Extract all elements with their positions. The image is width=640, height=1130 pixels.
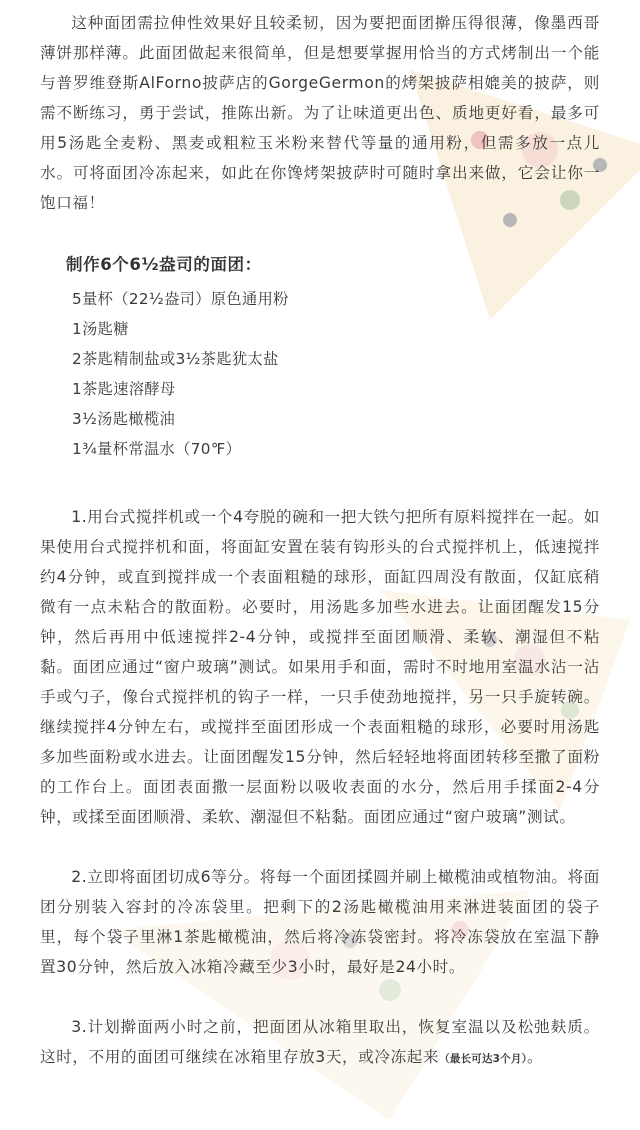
ingredient-list	[40, 284, 600, 464]
step-3-text: 3.计划擀面两小时之前，把面团从冰箱里取出，恢复室温以及松弛麸质。这时，不用的面团可继续在冰箱里存放3天，或冷冻起来	[40, 1018, 600, 1066]
step-3-note: （最长可达3个月）	[439, 1053, 528, 1065]
recipe-article	[40, 8, 600, 1074]
step-3-paragraph	[40, 1012, 600, 1074]
ingredient-item: 2茶匙精制盐或3½茶匙犹太盐	[72, 350, 279, 368]
step-2-paragraph: 2.立即将面团切成6等分。将每一个面团揉圆并刷上橄榄油或植物油。将面团分别装入容封的冷冻袋里。把剩下的2汤匙橄榄油用来淋进装面团的袋子里，每个袋子里淋1茶匙橄榄油，然后将冷冻袋密封。将冷冻袋放在室温下静置30分钟，然后放入冰箱冷藏至少3小时，最好是24小时。	[40, 868, 600, 976]
ingredient-item: 1茶匙速溶酵母	[72, 380, 176, 398]
ingredient-item: 1¾量杯常温水（70℉）	[72, 440, 242, 458]
step-1-paragraph: 1.用台式搅拌机或一个4夸脱的碗和一把大铁勺把所有原料搅拌在一起。如果使用台式搅拌机和面，将面缸安置在装有钩形头的台式搅拌机上，低速搅拌约4分钟，或直到搅拌成一个表面粗糙的球形，面缸四周没有散面，仅缸底稍微有一点未粘合的散面粉。必要时，用汤匙多加些水进去。让面团醒发15分钟，然后再用中低速搅拌2-4分钟，或搅拌至面团顺滑、柔软、潮湿但不粘黏。面团应通过“窗户玻璃”测试。如果用手和面，需时不时地用室温水沾一沾手或勺子，像台式搅拌机的钩子一样，一只手使劲地搅拌，另一只手旋转碗。继续搅拌4分钟左右，或搅拌至面团形成一个表面粗糙的球形，必要时用汤匙多加些面粉或水进去。让面团醒发15分钟，然后轻轻地将面团转移至撒了面粉的工作台上。面团表面撒一层面粉以吸收表面的水分，然后用手揉面2-4分钟，或揉至面团顺滑、柔软、潮湿但不粘黏。面团应通过“窗户玻璃”测试。	[40, 508, 600, 826]
ingredients-heading: 制作6个6½盎司的面团：	[66, 255, 262, 274]
step-3-end: 。	[527, 1048, 544, 1066]
ingredient-item: 1汤匙糖	[72, 320, 129, 338]
ingredient-item: 5量杯（22½盎司）原色通用粉	[72, 290, 289, 308]
ingredient-item: 3½汤匙橄榄油	[72, 410, 176, 428]
intro-paragraph: 这种面团需拉伸性效果好且较柔韧，因为要把面团擀压得很薄，像墨西哥薄饼那样薄。此面团做起来很简单，但是想要掌握用恰当的方式烤制出一个能与普罗维登斯AlForno披萨店的GorgeGermon的烤架披萨相媲美的披萨，则需不断练习，勇于尝试，推陈出新。为了让味道更出色、质地更好看，最多可用5汤匙全麦粉、黑麦或粗粒玉米粉来替代等量的通用粉，但需多放一点儿水。可将面团冷冻起来，如此在你馋烤架披萨时可随时拿出来做，它会让你一饱口福！	[40, 14, 600, 212]
